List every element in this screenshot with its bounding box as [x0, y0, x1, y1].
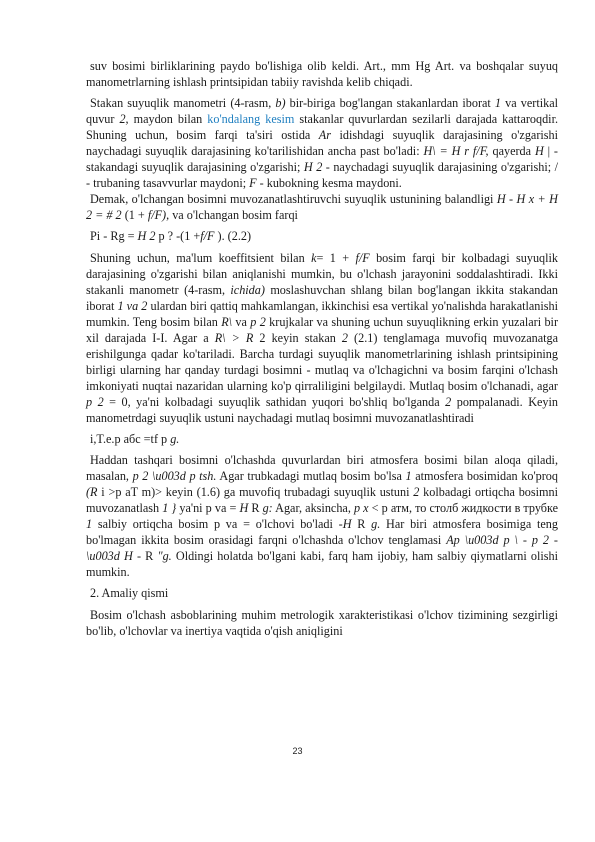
paragraph-intro: suv bosimi birliklarining paydo bo'lishiga olib keldi. Art., mm Hg Art. va boshqalar suyuq manometrlarning ishlash printsipidan tabiiy ravishda kelib chiqadi.	[86, 59, 558, 90]
page-number: 23	[292, 746, 303, 756]
paragraph-practical: Bosim o'lchash asboblarining muhim metrologik xarakteristikasi o'lchov tizimining sezgirligi bo'lib, o'lchovlar va inertiya vaqtida o'qish aniqligini	[86, 607, 558, 638]
document-page	[86, 58, 558, 639]
formula-absolute-pressure: i,T.e.p абс =tf p g.	[90, 432, 180, 447]
paragraph-two-cup-manometer: Shuning uchun, ma'lum koeffitsient bilan k= 1 + f/F bosim farqi bir kolbadagi suyuqlik darajasining o'zgarishi bilan aniqlanishi mumkin, bu o'lchash jarayonini soddalashtiradi. Ikki stakanli manometr (4-rasm, ichida) moslashuvchan shlang bilan bog'langan ikkita stakandan iborat 1 va 2 ulardan biri qattiq mahkamlangan, ikkinchisi esa vertikal yo'nalishda harakatlanishi mumkin. Teng bosim bilan R\ va p 2 krujkalar va shuning uchun suyuqlikning erkin yuzalari bir xil darajada I-I. Agar a R\ > R 2 keyin stakan 2 (2.1) tenglamaga muvofiq muvozanatga erishilgunga qadar ko'tariladi. Barcha turdagi suyuqlik manometrlarining ishlash printsipining birligi ularning har qanday turdagi bosimni - mutlaq va o'lchagichni va bosim farqini o'lchash imkoniyati nuqtai nazaridan ularning ko'p qirraliligini belgilaydi. Mutlaq bosim o'lchanadi, agar p 2 = 0, ya'ni kolbadagi suyuqlik sathidan yuqori bo'shliq bo'lganda 2 pompalanadi. Keyin manometrdagi suyuqlik ustuni naychadagi mutlaq bosimni muvozanatlashtiradi	[86, 250, 559, 425]
paragraph-column-height: Demak, o'lchangan bosimni muvozanatlashtiruvchi suyuqlik ustunining balandligi H - H x + H 2 = # 2 (1 + f/F), va o'lchangan bosim farqi	[86, 192, 558, 223]
cross-section-link[interactable]: ko'ndalang kesim	[207, 112, 295, 127]
section-heading: 2. Amaliy qismi	[90, 586, 169, 601]
formula-2-2: Pi - Rg = H 2 p ? -(1 +f/F ). (2.2)	[90, 229, 252, 244]
paragraph-excess-pressure: Haddan tashqari bosimni o'lchashda quvurlardan biri atmosfera bosimi bilan aloqa qiladi, masalan, p 2 \u003d p tsh. Agar trubkadagi mutlaq bosim bo'lsa 1 atmosfera bosimidan ko'proq (R i >p aT m)> keyin (1.6) ga muvofiq trubadagi suyuqlik ustuni 2 kolbadagi ortiqcha bosimni muvozanatlash 1 } ya'ni p va = H R g: Agar, aksincha, p x < р атм, то столб жидкости в трубке 1 salbiy ortiqcha bosim p va = o'lchovi bo'ladi -H R g. Har biri atmosfera bosimiga teng bo'lmagan ikkita bosim orasidagi farqni o'lchashda o'lchov tenglamasi Ap \u003d p \ - p 2 - \u003d H - R "g. Oldingi holatda bo'lgani kabi, farq ham ijobiy, ham salbiy qiymatlarni olishi mumkin.	[86, 453, 559, 580]
paragraph-cup-manometer: Stakan suyuqlik manometri (4-rasm, b) bir-biriga bog'langan stakanlardan iborat 1 va vertikal quvur 2, maydon bilan ko'ndalang kesim stakanlar quvurlardan sezilarli darajada kattaroqdir. Shuning uchun, bosim farqi ta'siri ostida Ar idishdagi suyuqlik darajasining o'zgarishi naychadagi suyuqlik darajasining ko'tarilishidan ancha past bo'ladi: H\ = H r f/F, qayerda H | - stakandagi suyuqlik darajasining o'zgarishi; H 2 - naychadagi suyuqlik darajasining o'zgarishi; / - trubaning tasavvurlar maydoni; F - kubokning kesma maydoni.	[86, 96, 559, 191]
